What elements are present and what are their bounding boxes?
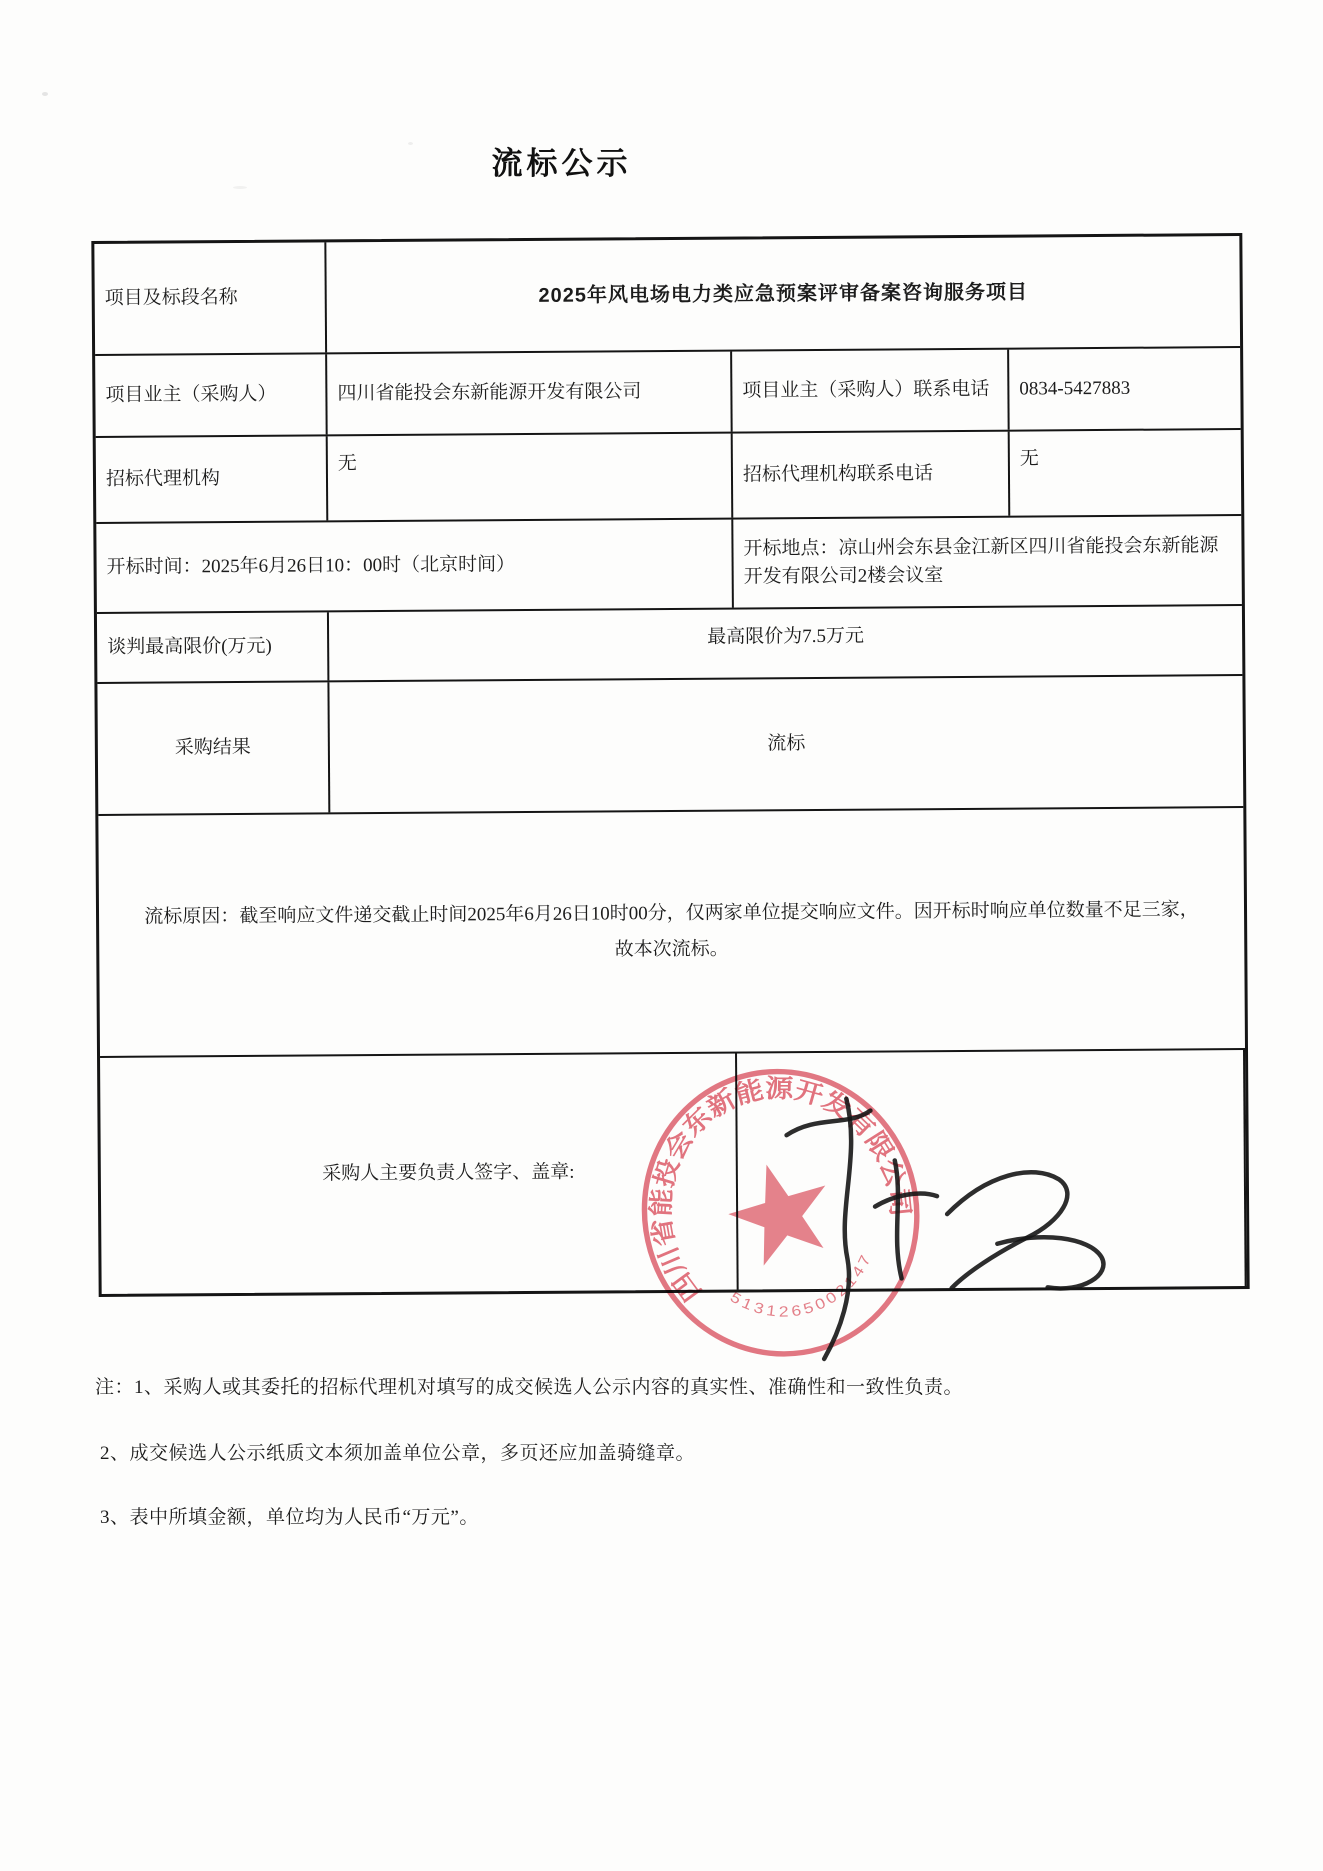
failure-reason-text [109,892,1234,972]
opening-time: 开标时间：2025年6月26日10：00时（北京时间） [96,520,734,612]
failure-reason-line2: 故本次流标。 [614,938,729,961]
owner-label: 项目业主（采购人） [95,354,328,436]
max-price-value: 最高限价为7.5万元 [707,625,865,648]
table-row-owner [95,348,1241,438]
announcement-table [91,233,1249,1321]
owner-value: 四川省能投会东新能源开发有限公司 [327,352,733,435]
agency-phone-label: 招标代理机构联系电话 [733,432,1011,518]
result-label: 采购结果 [97,682,330,814]
table-row-agency [96,430,1242,524]
scan-speck [233,186,247,189]
table-row-opening [96,516,1242,614]
table-row-result [97,676,1243,816]
footnote-3: 3、表中所填金额，单位均为人民币“万元”。 [100,1507,479,1528]
owner-phone-value: 0834-5427883 [1019,378,1131,400]
owner-phone-label: 项目业主（采购人）联系电话 [732,350,1010,432]
failure-reason-line1: 流标原因：截至响应文件递交截止时间2025年6月26日10时00分，仅两家单位提交响应文件。因开标时响应单位数量不足三家， [144,899,1199,928]
footnote-2: 2、成交候选人公示纸质文本须加盖单位公章，多页还应加盖骑缝章。 [100,1443,696,1464]
max-price-label: 谈判最高限价(万元) [97,612,329,682]
agency-value: 无 [328,434,734,521]
agency-label: 招标代理机构 [96,436,329,522]
seal-company-text: 四川省能投会东新能源开发有限公司 [647,1074,914,1307]
page-title: 流标公示 [491,146,632,181]
signature-label: 采购人主要负责人签字、盖章: [100,1054,739,1294]
failure-reason-cell [98,808,1245,1056]
project-name-label: 项目及标段名称 [94,242,327,354]
result-value: 流标 [767,733,806,755]
table-row-max-price [97,606,1242,684]
footnote-1: 注：1、采购人或其委托的招标代理机对填写的成交候选人公示内容的真实性、准确性和一致性负责。 [95,1377,964,1398]
project-name-value: 2025年风电场电力类应急预案评审备案咨询服务项目 [538,280,1029,307]
table-row-signature [100,1050,1247,1321]
seal-serial-text: 5131265002147 [727,1251,876,1321]
agency-phone-value: 无 [1019,448,1039,470]
scan-speck [42,92,48,96]
table-row-project [94,236,1240,356]
signature-area [737,1050,1247,1290]
table-row-reason [98,808,1245,1058]
opening-place: 开标地点：凉山州会东县金江新区四川省能投会东新能源开发有限公司2楼会议室 [743,535,1219,588]
